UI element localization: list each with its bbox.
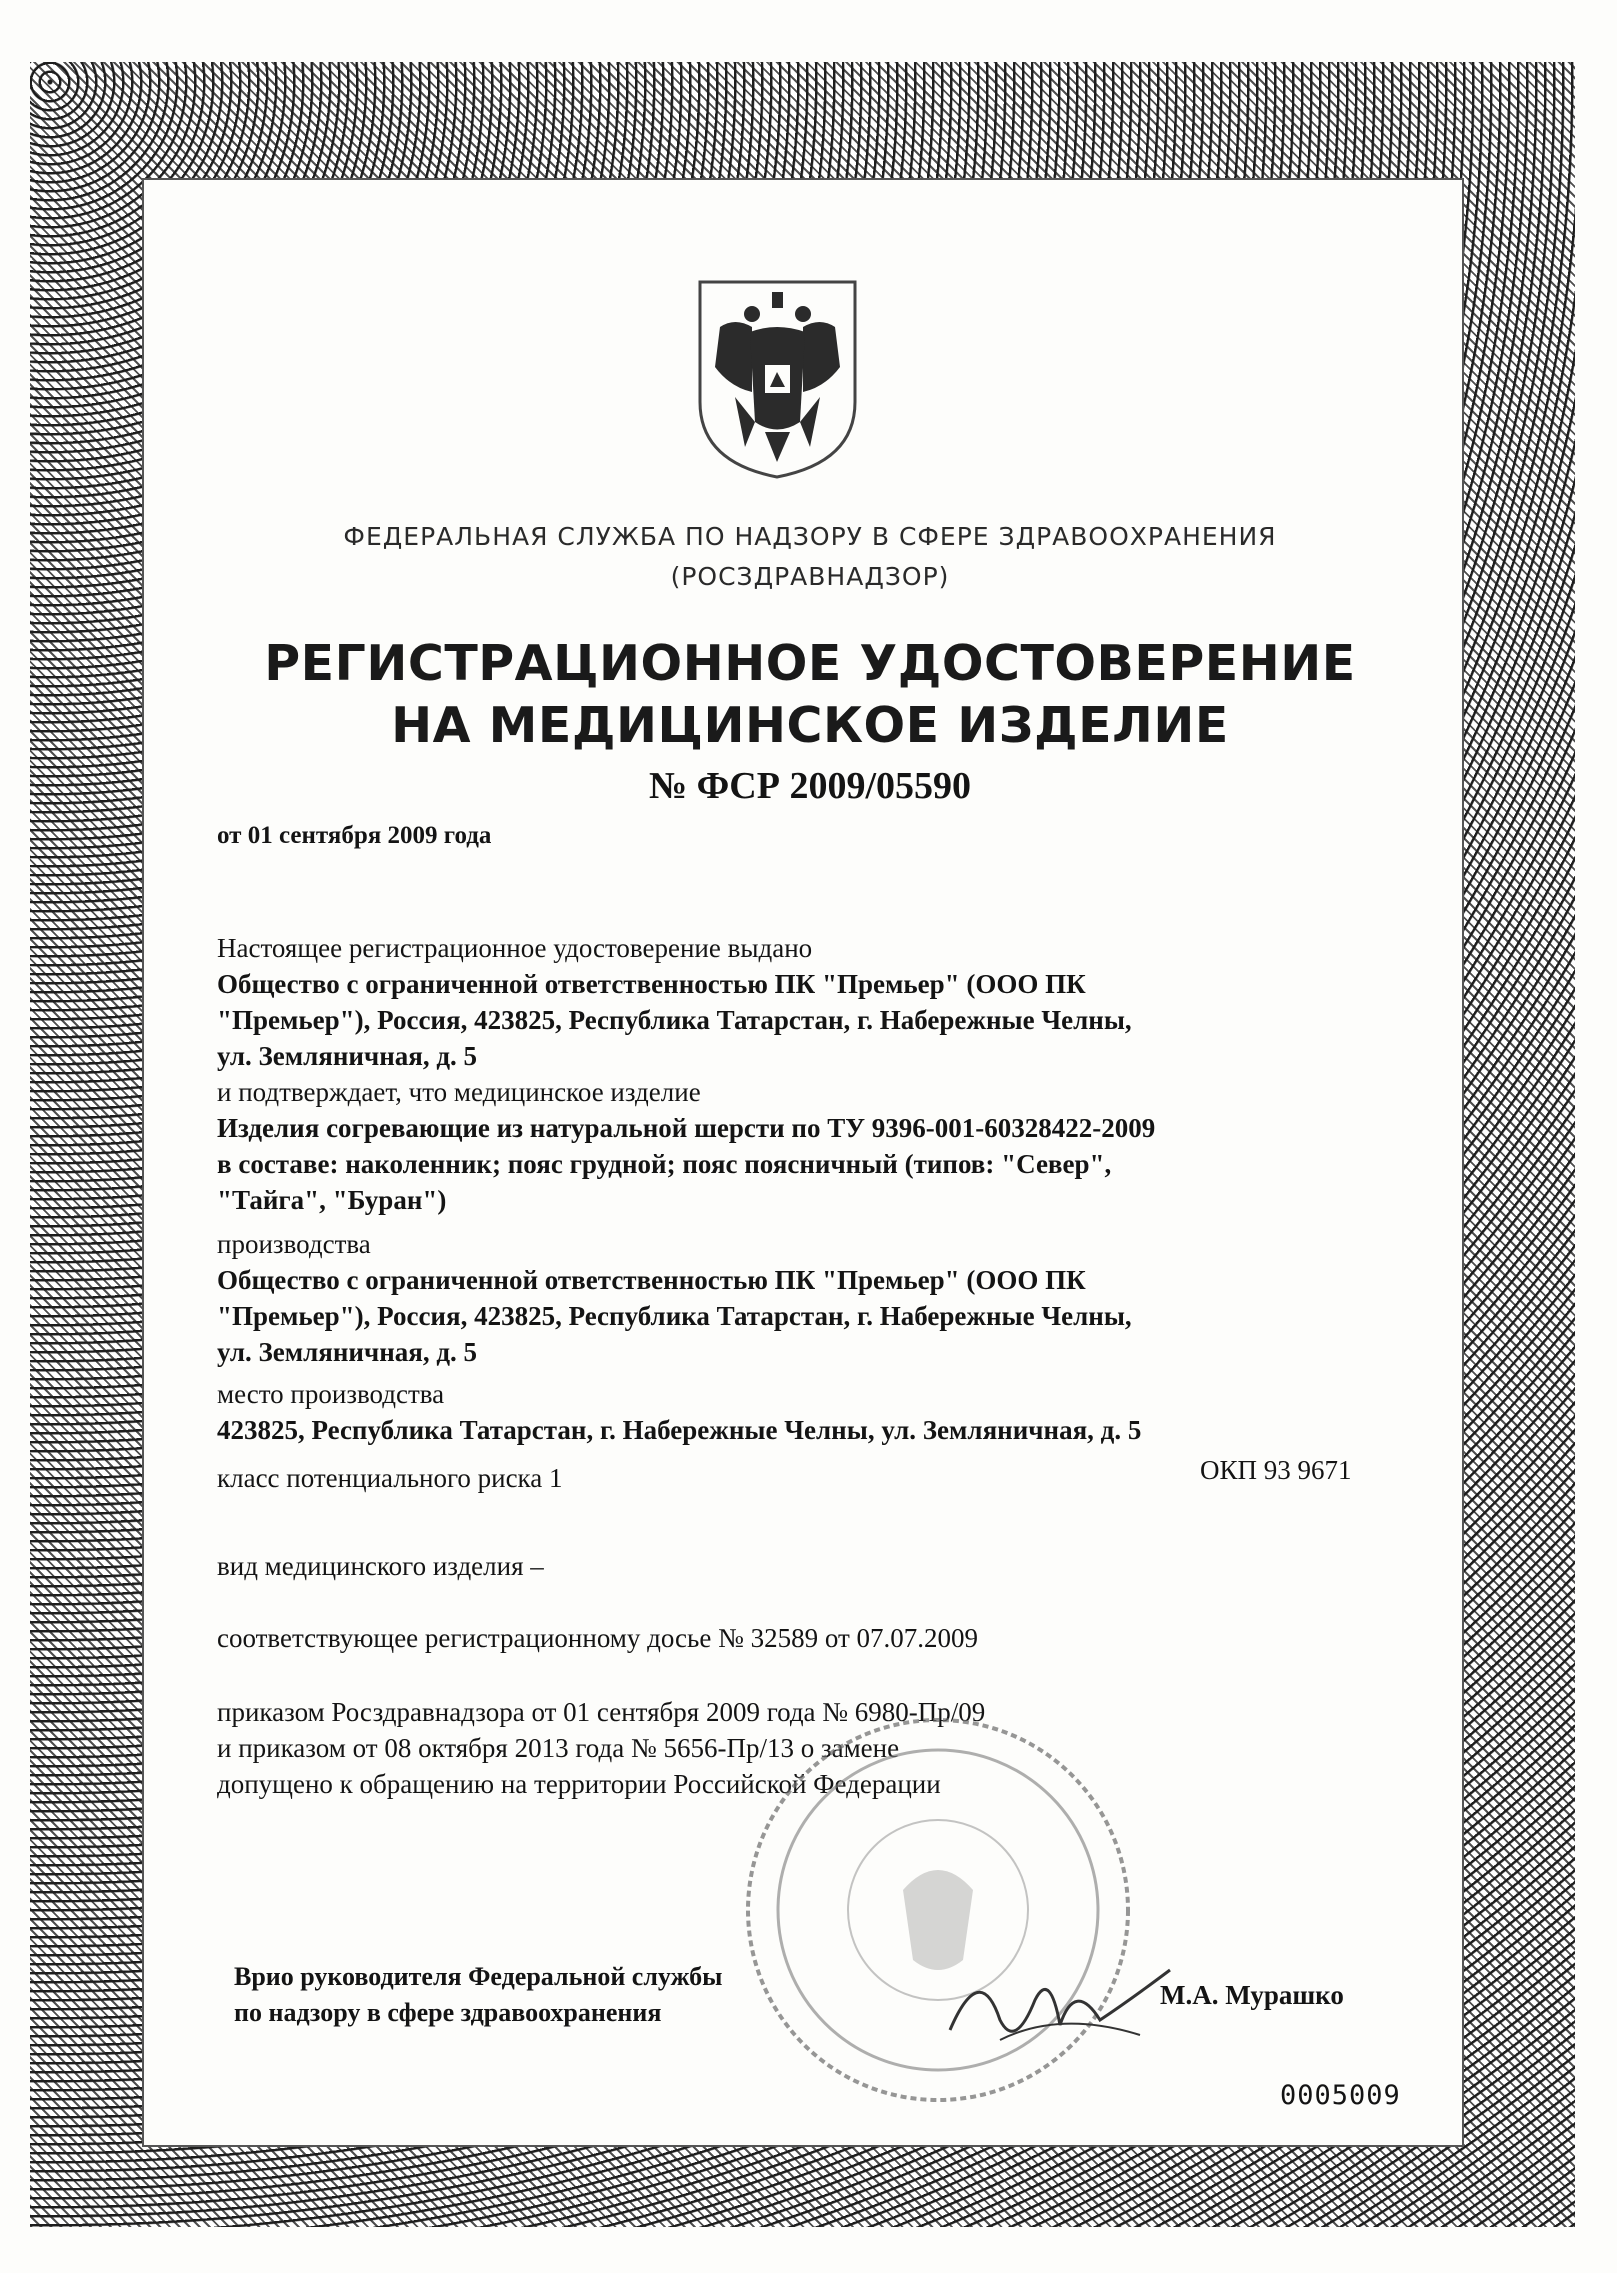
device-type: вид медицинского изделия – xyxy=(217,1551,544,1581)
admitted-text: допущено к обращению на территории Российской Федерации xyxy=(217,1769,941,1799)
made-by-label: производства xyxy=(217,1229,371,1259)
holder-line: ул. Земляничная, д. 5 xyxy=(217,1041,478,1071)
confirms-text: и подтверждает, что медицинское изделие xyxy=(217,1077,701,1107)
issued-intro: Настоящее регистрационное удостоверение выдано xyxy=(217,933,813,963)
product-line: "Тайга", "Буран") xyxy=(217,1185,447,1215)
coat-of-arms-icon xyxy=(690,272,865,482)
maker-line: Общество с ограниченной ответственностью ПК "Премьер" (ООО ПК xyxy=(217,1265,1086,1295)
signature-icon xyxy=(940,1940,1180,2060)
agency-name: ФЕДЕРАЛЬНАЯ СЛУЖБА ПО НАДЗОРУ В СФЕРЕ ЗДРАВООХРАНЕНИЯ xyxy=(343,522,1277,551)
production-site-address: 423825, Республика Татарстан, г. Набережные Челны, ул. Земляничная, д. 5 xyxy=(217,1415,1142,1445)
serial-number: 0005009 xyxy=(1280,2080,1401,2111)
document-title-line2: НА МЕДИЦИНСКОЕ ИЗДЕЛИЕ xyxy=(391,697,1229,754)
document-title-line1: РЕГИСТРАЦИОННОЕ УДОСТОВЕРЕНИЕ xyxy=(264,635,1356,692)
maker-line: ул. Земляничная, д. 5 xyxy=(217,1337,478,1367)
risk-class: класс потенциального риска 1 xyxy=(217,1463,563,1493)
holder-line: Общество с ограниченной ответственностью ПК "Премьер" (ООО ПК xyxy=(217,969,1086,999)
signer-title-line1: Врио руководителя Федеральной службы xyxy=(234,1962,723,1991)
okp-code: ОКП 93 9671 xyxy=(1200,1455,1352,1485)
order-line: приказом Росздравнадзора от 01 сентября 2009 года № 6980-Пр/09 xyxy=(217,1697,986,1727)
holder-line: "Премьер"), Россия, 423825, Республика Татарстан, г. Набережные Челны, xyxy=(217,1005,1132,1035)
product-line: в составе: наколенник; пояс грудной; пояс поясничный (типов: "Север", xyxy=(217,1149,1112,1179)
dossier-reference: соответствующее регистрационному досье № 32589 от 07.07.2009 xyxy=(217,1623,979,1653)
order-line: и приказом от 08 октября 2013 года № 5656-Пр/13 о замене xyxy=(217,1733,900,1763)
production-site-label: место производства xyxy=(217,1379,445,1409)
signer-name: М.А. Мурашко xyxy=(1160,1980,1344,2010)
product-line: Изделия согревающие из натуральной шерсти по ТУ 9396-001-60328422-2009 xyxy=(217,1113,1156,1143)
certificate-number: № ФСР 2009/05590 xyxy=(648,765,972,807)
issue-date: от 01 сентября 2009 года xyxy=(217,822,492,849)
signer-title-line2: по надзору в сфере здравоохранения xyxy=(234,1998,662,2027)
maker-line: "Премьер"), Россия, 423825, Республика Татарстан, г. Набережные Челны, xyxy=(217,1301,1132,1331)
agency-abbreviation: (РОСЗДРАВНАДЗОР) xyxy=(670,562,950,591)
